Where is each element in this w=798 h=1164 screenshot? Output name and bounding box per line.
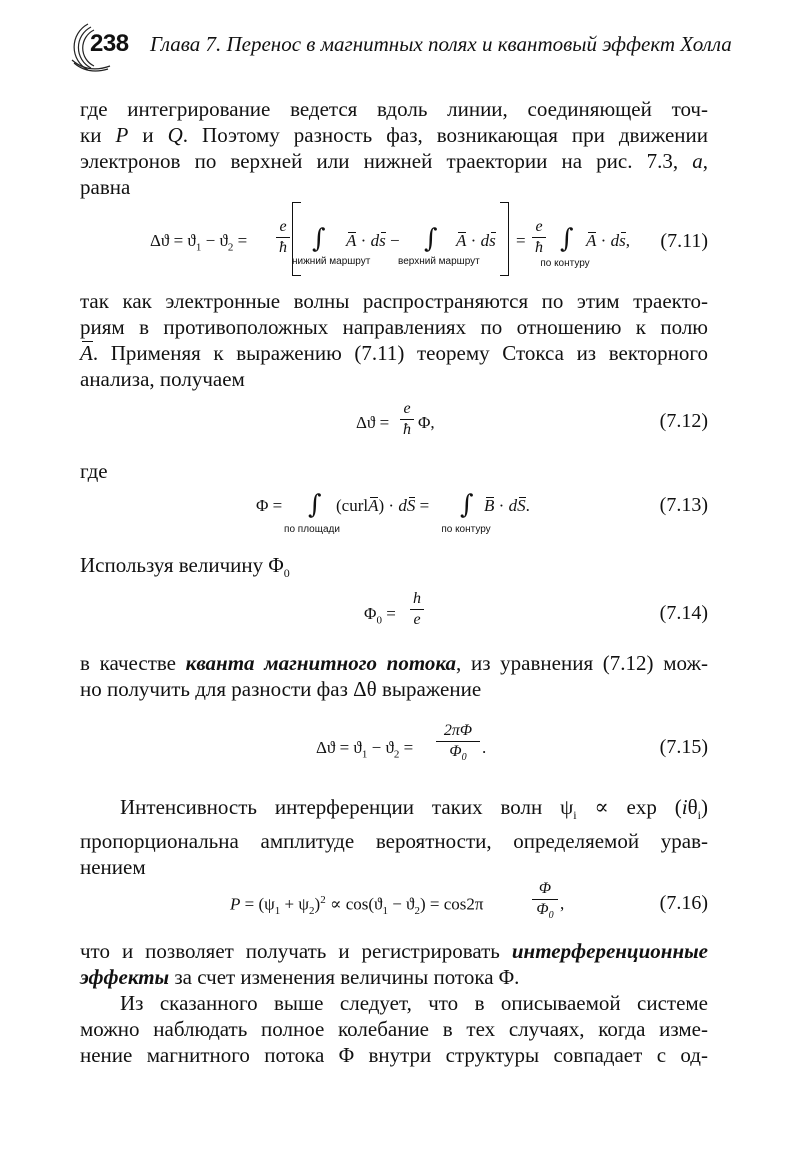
equation-7-15: $\Delta ϑ = ϑ_1 - ϑ_2$ = 2πΦ $\Phi_0$ . (7.15) [316, 722, 708, 764]
running-title: Глава 7. Перенос в магнитных полях и квантовый эффект Холла [150, 32, 732, 56]
limit-contour: по контуру [540, 258, 590, 269]
equation-number: (7.13) [659, 494, 708, 516]
paragraph-7: что и позволяет получать и регистрировать интерференционные эффекты за счет изменения величины потока Φ. [80, 939, 708, 989]
paragraph-6: Интенсивность интерференции таких волн $\psi_i \propto \exp (i\theta_i)$ пропорциональна амплитуде вероятности, определяемой урав- нением [80, 795, 708, 880]
paragraph-2: так как электронные волны распространяются по этим траекто- риям в противоположных направлениях по отношению к полю A. Применяя к выражению (7.11) теорему Стокса из векторного анализа, получаем [80, 289, 708, 391]
equation-number: (7.12) [659, 410, 708, 432]
equation-number: (7.14) [659, 602, 708, 624]
equation-number: (7.15) [659, 736, 708, 758]
paragraph-8: Из сказанного выше следует, что в описываемой системе можно наблюдать полное колебание в тех случаях, когда изме- нение магнитного потока Φ внутри структуры совпадает с од- [80, 991, 708, 1067]
paragraph-1: где интегрирование ведется вдоль линии, соединяющей точ- ки P и Q. Поэтому разность фаз, возникающая при движении электронов по верхней или нижней траектории на рис. 7.3, а, равна [80, 97, 708, 199]
equation-number: (7.16) [659, 892, 708, 914]
limit-contour: по контуру [441, 524, 491, 535]
equation-7-14: $\Phi_0$ = h e (7.14) [364, 590, 708, 628]
paragraph-5: в качестве кванта магнитного потока, из уравнения (7.12) мож- но получить для разности фаз Δθ выражение [80, 651, 708, 701]
equation-7-16: $P = (\psi_1 + \psi_2)^2 \propto \cos(ϑ_1 - ϑ_2) = \cos 2\pi$ Φ $\Phi_0$ , (7.16) [230, 880, 708, 922]
limit-lower-route: нижний маршрут [292, 256, 371, 267]
equation-7-12: Δϑ = e ħ Φ, (7.12) [356, 400, 708, 438]
equation-number: (7.11) [660, 230, 708, 252]
paragraph-3: где [80, 459, 108, 483]
equation-7-13: Φ = ∫ по площади (curlA) · dS = ∫ по контуру B · dS. (7.13) [256, 490, 708, 535]
limit-upper-route: верхний маршрут [398, 256, 480, 267]
limit-area: по площади [284, 524, 340, 535]
page-header [58, 16, 732, 72]
page-number: 238 [90, 30, 129, 57]
equation-7-11: $\Delta ϑ = ϑ_1 - ϑ_2$ = e ħ ∫ нижний маршрут A · ds − ∫ верхний маршрут A · ds = e ħ ∫ по контуру A · ds, (7.11) [80, 198, 708, 282]
paragraph-4: Используя величину $\Phi_0$ [80, 553, 290, 581]
